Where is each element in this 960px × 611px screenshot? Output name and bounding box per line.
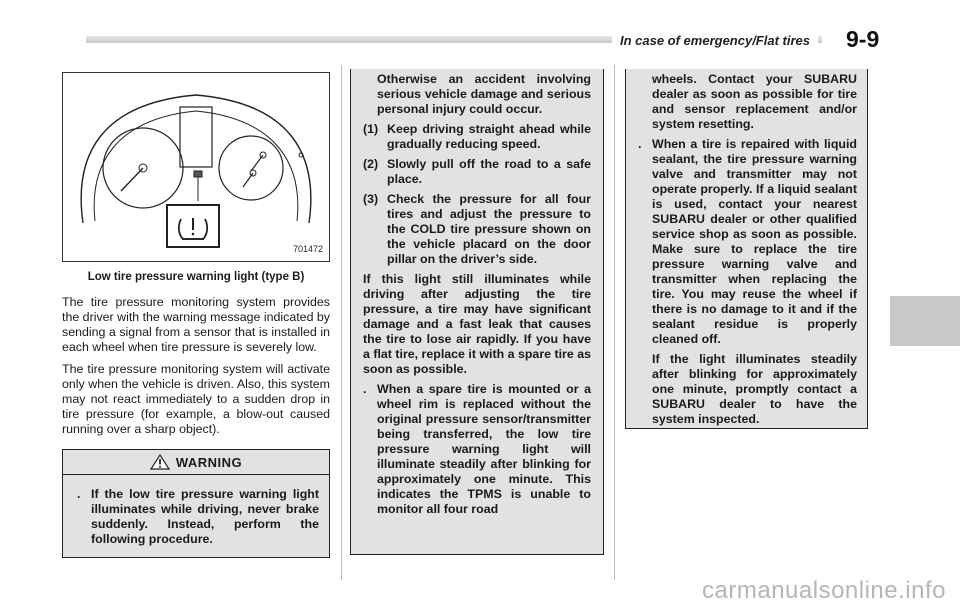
column-divider [341, 65, 342, 580]
site-watermark: carmanualsonline.info [702, 577, 946, 604]
column-left [62, 72, 330, 558]
spare-tire-bullet [363, 382, 591, 517]
contact-dealer-text: wheels. Contact your SUBARU dealer as soon as possible for tire and sensor replacement and/or system resetting. [652, 72, 857, 131]
section-title: In case of emergency/Flat tires [612, 33, 818, 48]
warning-bullet [77, 487, 319, 547]
column-divider [614, 65, 615, 580]
warning-continued-box [350, 69, 604, 555]
step-number: (1) [363, 122, 379, 136]
step-text: Keep driving straight ahead while gradually reducing speed. [387, 122, 591, 151]
step-text: Slowly pull off the road to a safe place. [387, 157, 591, 186]
warning-box [62, 475, 330, 558]
procedure-step [363, 122, 591, 152]
figure-caption: Low tire pressure warning light (type B) [87, 271, 305, 283]
paragraph-tpms-purpose: The tire pressure monitoring system provides the driver with the warning message indicated by sending a signal from a sensor that is installed in each wheel when tire pressure is severely low. [62, 295, 330, 354]
accident-warning-text: Otherwise an accident involving serious vehicle damage and serious personal injury could occur. [377, 72, 591, 116]
warning-triangle-icon [150, 454, 170, 470]
instrument-cluster-illustration [63, 73, 329, 261]
liquid-sealant-bullet [638, 137, 857, 347]
steady-light-text: If the light illuminates steadily after blinking for approximately one minute, promptly contact a SUBARU dealer to have the system inspected. [652, 352, 857, 426]
step-number: (3) [363, 192, 379, 206]
bullet-dot: . [77, 487, 81, 501]
step-text: Check the pressure for all four tires and adjust the pressure to the COLD tire pressure shown on the vehicle placard on the door pillar on the driver’s side. [387, 192, 591, 266]
column-middle [350, 69, 604, 555]
column-right [625, 69, 868, 429]
instrument-cluster-figure [62, 72, 330, 262]
procedure-step [363, 192, 591, 267]
procedure-step [363, 157, 591, 187]
figure-code: 701472 [292, 244, 323, 254]
warning-banner [62, 449, 330, 475]
page-number: 9-9 [846, 26, 880, 52]
spare-tire-text: When a spare tire is mounted or a wheel rim is replaced without the original pressure sensor/transmitter being transferred, the low tire pressure warning light will illuminate steadily after blinking for approximately one minute. This indicates the TPMS is unable to monitor all four road [377, 382, 591, 516]
step-number: (2) [363, 157, 379, 171]
chapter-tab [890, 296, 960, 346]
bullet-dot: . [363, 382, 367, 396]
liquid-sealant-text: When a tire is repaired with liquid sealant, the tire pressure warning valve and transmitter may not operate properly. If a liquid sealant is used, contact your nearest SUBARU dealer or other qualified service shop as soon as possible. Make sure to replace the tire pressure warning valve and transmitter when replacing the tire. You may reuse the wheel if there is no damage to it and if the sealant residue is properly cleaned off. [652, 137, 857, 346]
paragraph-tpms-activation: The tire pressure monitoring system will activate only when the vehicle is driven. Also, this system may not react immediately to a sudden drop in tire pressure (for example, a blow-out caused running over a sharp object). [62, 362, 330, 436]
bullet-dot: . [638, 137, 642, 151]
still-illuminates-text: If this light still illuminates while driving after adjusting the tire pressure, a tire may have significant damage and a fast leak that causes the tire to lose air rapidly. If you have a flat tire, replace it with a spare tire as soon as possible. [363, 272, 591, 376]
warning-label: WARNING [175, 454, 243, 470]
warning-bullet-text: If the low tire pressure warning light illuminates while driving, never brake suddenly. Instead, perform the following procedure. [91, 487, 319, 546]
warning-continued-box [625, 69, 868, 429]
